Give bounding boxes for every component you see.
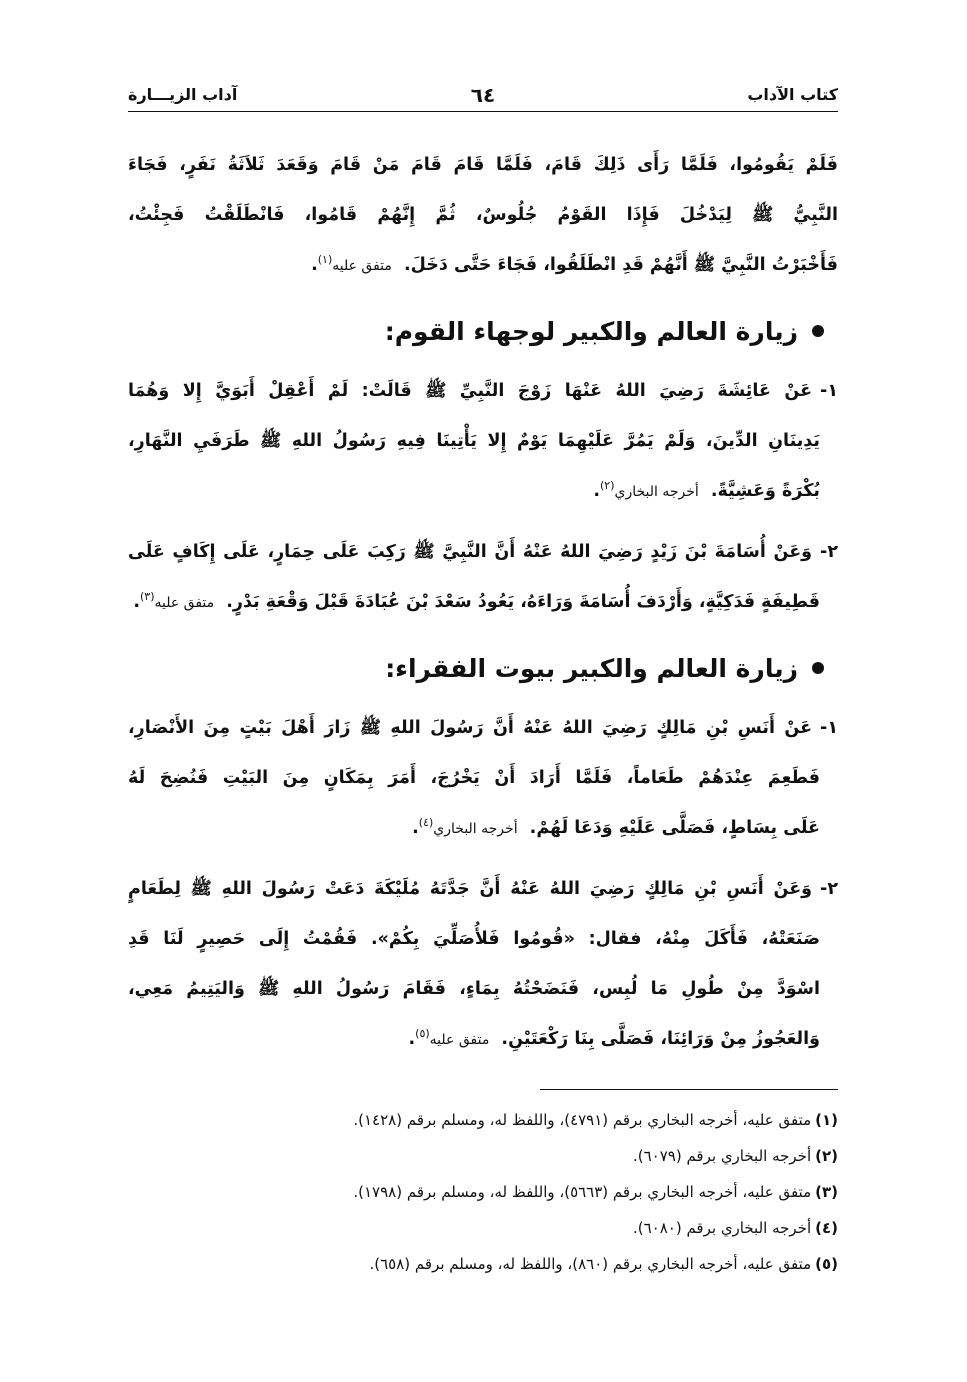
line-text: اسْوَدَّ مِنْ طُولِ مَا لُبِس، فَنَضَحْتُهُ بِمَاءٍ، فَقَامَ رَسُولُ اللهِ ﷺ وَاليَتِيمُ مَعِي، [128, 979, 820, 999]
item-number: ٢- [820, 879, 838, 899]
footnote [128, 1246, 838, 1282]
page-number: ٦٤ [470, 83, 496, 107]
footnote-ref: (٢) [600, 479, 615, 493]
hadith-item [128, 864, 838, 1065]
text-line [128, 753, 838, 803]
text-line [128, 527, 838, 577]
footnote-number: (٣) [815, 1183, 838, 1201]
footnote-text: متفق عليه، أخرجه البخاري برقم (٥٦٦٣)، واللفظ له، ومسلم برقم (١٧٩٨). [353, 1183, 812, 1201]
end-punctuation: . [408, 1029, 416, 1049]
intro-paragraph [128, 140, 838, 291]
page-body [128, 140, 838, 1282]
line-text: قَطِيفَةٍ فَدَكِيَّةٍ، وَأَرْدَفَ أُسَامَةَ وَرَاءَهُ، يَعُودُ سَعْدَ بْنَ عُبَادَةَ قَبْلَ وَقْعَةِ بَدْرٍ. [226, 592, 820, 612]
footnote-number: (٥) [815, 1255, 838, 1273]
footnote-ref: (٣) [139, 590, 155, 604]
text-line [128, 577, 838, 628]
bullet-icon [812, 662, 824, 674]
line-text: النَّبِيُّ ﷺ لِيَدْخُلَ فَإِذَا القَوْمُ جُلُوسٌ، ثُمَّ إِنَّهُمْ قَامُوا، فَانْطَلَقْتُ فَجِئْتُ، [128, 205, 838, 225]
running-head [128, 78, 838, 112]
end-punctuation: . [311, 255, 318, 275]
item-number: ١- [820, 718, 838, 738]
hadith-item [128, 527, 838, 628]
item-number: ٢- [820, 542, 838, 562]
hadith-source: متفق عليه [154, 595, 215, 611]
text-line [128, 964, 838, 1014]
text-line [128, 190, 838, 240]
footnote-text: متفق عليه، أخرجه البخاري برقم (٨٦٠)، واللفظ له، ومسلم برقم (٦٥٨). [369, 1255, 812, 1273]
footnote [128, 1138, 838, 1174]
hadith-item [128, 703, 838, 854]
footnote-divider [540, 1089, 838, 1090]
footnote [128, 1102, 838, 1138]
text-line [128, 914, 838, 964]
line-text: وَعَنْ أُسَامَةَ بْنَ زَيْدٍ رَضِيَ اللهُ عَنْهُ أَنَّ النَّبِيَّ ﷺ رَكِبَ عَلَى حِمَارٍ، عَلَى إِكَافٍ عَلَى [128, 542, 813, 562]
item-number: ١- [820, 381, 838, 401]
hadith-item [128, 366, 838, 517]
footnote-text: أخرجه البخاري برقم (٦٠٧٩). [632, 1147, 812, 1165]
text-line [128, 466, 838, 517]
line-text: بُكْرَةً وَعَشِيَّةً. [710, 481, 820, 501]
footnotes [128, 1102, 838, 1282]
text-line [128, 703, 838, 753]
footnote-number: (٢) [815, 1147, 838, 1165]
bullet-icon [812, 325, 824, 337]
footnote [128, 1174, 838, 1210]
line-text: صَنَعَتْهُ، فَأَكَلَ مِنْهُ، فقال: «قُومُوا فَلأُصَلِّيَ بِكُمْ». فَقُمْتُ إِلَى حَصِيرٍ لَنَا قَدِ [128, 929, 820, 949]
text-line [128, 803, 838, 854]
line-text: فَلَمْ يَقُومُوا، فَلَمَّا رَأَى ذَلِكَ قَامَ، فَلَمَّا قَامَ قَامَ مَنْ قَامَ وَقَعَدَ ثَلاَثَةُ نَفَرٍ، فَجَاءَ [128, 155, 838, 175]
end-punctuation: . [133, 592, 140, 612]
footnote [128, 1210, 838, 1246]
footnote-text: أخرجه البخاري برقم (٦٠٨٠). [632, 1219, 812, 1237]
footnote-ref: (١) [317, 253, 333, 267]
section-heading-text: زيارة العالم والكبير لوجهاء القوم: [384, 316, 798, 346]
footnote-ref: (٤) [418, 816, 434, 830]
line-text: وَالعَجُوزُ مِنْ وَرَائِنَا، فَصَلَّى بِنَا رَكْعَتَيْنِ. [501, 1029, 820, 1049]
line-text: وَعَنْ أَنَسِ بْنِ مَالِكٍ رَضِيَ اللهُ عَنْهُ أَنَّ جَدَّتَهُ مُلَيْكَةَ دَعَتْ رَسُولَ اللهِ ﷺ لِطَعَامٍ [128, 879, 813, 899]
hadith-source: متفق عليه [332, 258, 392, 274]
running-head-chapter-title: آداب الزيـــارة [128, 85, 238, 104]
line-text: فَطَعِمَ عِنْدَهُمْ طَعَاماً، فَلَمَّا أَرَادَ أَنْ يَخْرُجَ، أَمَرَ بِمَكَانٍ مِنَ البَيْتِ فَنُضِحَ لَهُ [128, 768, 820, 788]
text-line [128, 1014, 838, 1065]
footnote-ref: (٥) [415, 1027, 430, 1041]
end-punctuation: . [593, 481, 600, 501]
text-line [128, 864, 838, 914]
footnote-text: متفق عليه، أخرجه البخاري برقم (٤٧٩١)، واللفظ له، ومسلم برقم (١٤٢٨). [353, 1111, 812, 1129]
section-heading [128, 306, 838, 356]
line-text: يَدِينَانِ الدِّينَ، وَلَمْ يَمُرَّ عَلَيْهِمَا يَوْمٌ إِلا يَأْتِينَا فِيهِ رَسُولُ اللهِ ﷺ طَرَفَيِ النَّهَارِ، [128, 431, 820, 451]
end-punctuation: . [412, 818, 419, 838]
text-line [128, 140, 838, 190]
line-text: عَلَى بِسَاطٍ، فَصَلَّى عَلَيْهِ وَدَعَا لَهُمْ. [529, 818, 820, 838]
section-heading-text: زيارة العالم والكبير بيوت الفقراء: [385, 653, 798, 683]
line-text: عَنْ أَنَسِ بْنِ مَالِكٍ رَضِيَ اللهُ عَنْهُ أَنَّ رَسُولَ اللهِ ﷺ زَارَ أَهْلَ بَيْتٍ مِنَ الأَنْصَارِ، [128, 718, 813, 738]
text-line [128, 416, 838, 466]
footnote-number: (٤) [815, 1219, 838, 1237]
section-heading [128, 643, 838, 693]
text-line [128, 240, 838, 291]
text-line [128, 366, 838, 416]
line-text: عَنْ عَائِشَةَ رَضِيَ اللهُ عَنْهَا زَوْجَ النَّبِيِّ ﷺ قَالَتْ: لَمْ أَعْقِلْ أَبَوَيَّ إِلا وَهُمَا [128, 381, 813, 401]
footnote-number: (١) [815, 1111, 838, 1129]
running-head-book-title: كتاب الآداب [747, 85, 838, 104]
hadith-source: متفق عليه [429, 1032, 490, 1048]
page-content [128, 78, 838, 1282]
hadith-source: أخرجه البخاري [614, 484, 699, 500]
hadith-source: أخرجه البخاري [433, 821, 518, 837]
line-text: فَأَخْبَرْتُ النَّبِيَّ ﷺ أَنَّهُمْ قَدِ انْطَلَقُوا، فَجَاءَ حَتَّى دَخَلَ. [404, 255, 838, 275]
